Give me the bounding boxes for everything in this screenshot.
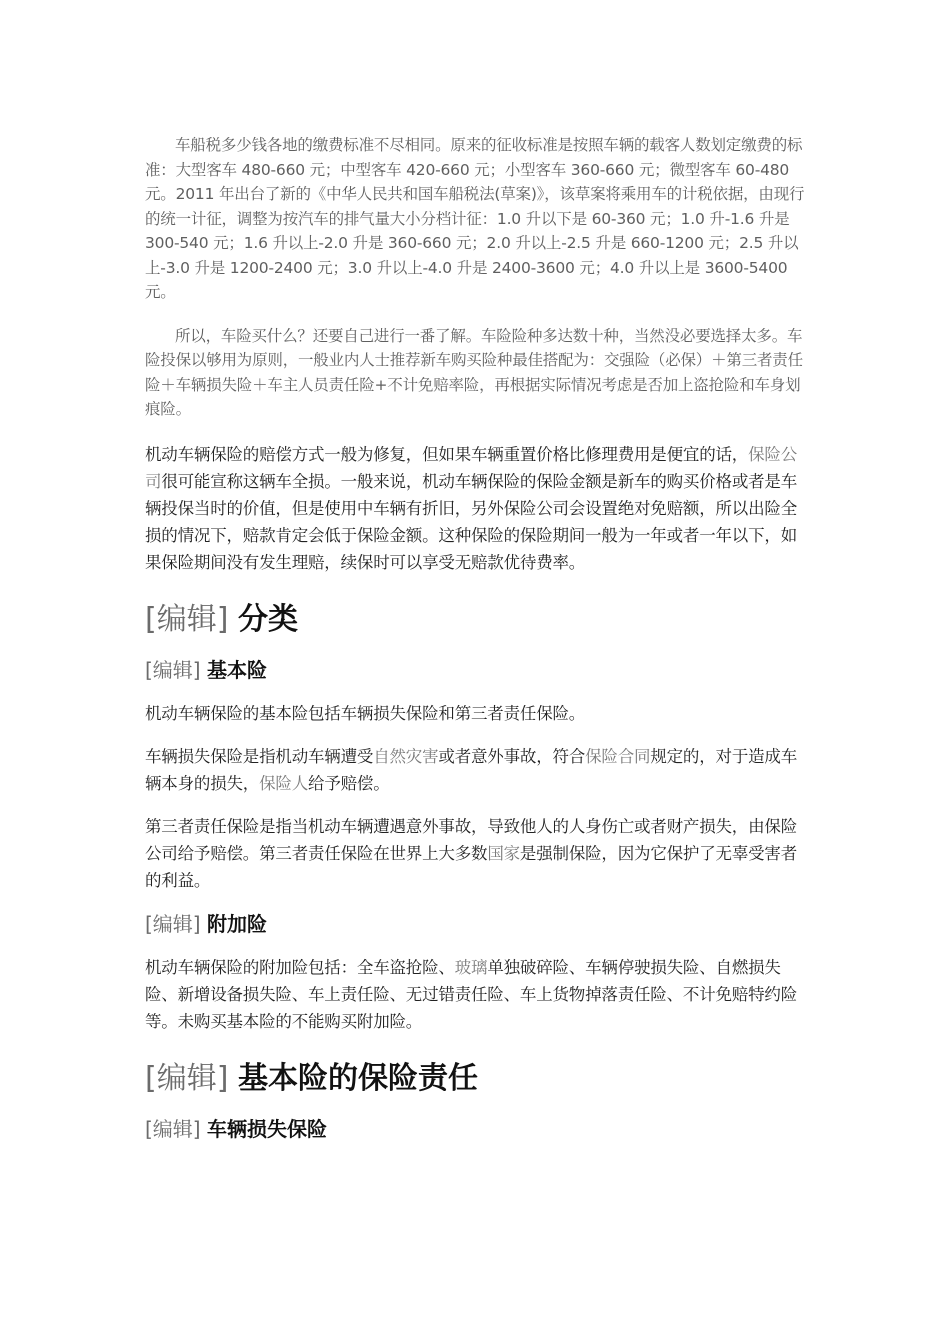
edit-link[interactable]: [编辑]: [145, 657, 201, 682]
heading-title: 车辆损失保险: [206, 1116, 327, 1141]
intro-paragraph-vehicle-tax: 车船税多少钱各地的缴费标准不尽相同。原来的征收标准是按照车辆的载客人数划定缴费的标准：大型客车 480-660 元；中型客车 420-660 元；小型客车 360-660 元；微型客车 60-480 元。2011 年出台了新的《中华人民共和国车船税法(草案)》，该草案将乘用车的计税依据，由现行的统一计征，调整为按汽车的排气量大小分档计征：1.0 升以下是 60-360 元；1.0 升-1.6 升是 300-540 元；1.6 升以上-2.0 升是 360-660 元；2.0 升以上-2.5 升是 660-1200 元；2.5 升以上-3.0 升是 1200-2400 元；3.0 升以上-4.0 升是 2400-3600 元；4.0 升以上是 3600-5400 元。: [145, 136, 805, 301]
basic-paragraph-3: 第三者责任保险是指当机动车辆遭遇意外事故，导致他人的人身伤亡或者财产损失，由保险公司给予赔偿。第三者责任保险在世界上大多数国家是强制保险，因为它保护了无辜受害者的利益。: [145, 816, 798, 890]
link-insurer[interactable]: 保险人: [259, 773, 309, 793]
edit-link[interactable]: [编辑]: [145, 1060, 229, 1096]
link-insurance-contract[interactable]: 保险合同: [585, 746, 651, 766]
heading-title: 基本险的保险责任: [237, 1060, 478, 1096]
heading-basic-liability: [145, 1059, 805, 1099]
compensation-text-1: 机动车辆保险的赔偿方式一般为修复，但如果车辆重置价格比修理费用是便宜的话，: [145, 444, 749, 464]
article-content: [145, 133, 805, 1143]
heading-basic-insurance: [145, 656, 805, 684]
intro-paragraph-insurance-choice: 所以，车险买什么？还要自己进行一番了解。车险险种多达数十种，当然没必要选择太多。车险投保以够用为原则，一般业内人士推荐新车购买险种最佳搭配为：交强险（必保）＋第三者责任险＋车辆损失险＋车主人员责任险+不计免赔率险，再根据实际情况考虑是否加上盗抢险和车身划痕险。: [145, 326, 803, 418]
heading-vehicle-loss-insurance: [145, 1115, 805, 1143]
basic-paragraph-2: 车辆损失保险是指机动车辆遭受自然灾害或者意外事故，符合保险合同规定的，对于造成车辆本身的损失，保险人给予赔偿。: [145, 746, 798, 793]
link-country[interactable]: 国家: [487, 843, 520, 863]
link-insurance-company[interactable]: 保险公司: [145, 444, 798, 491]
additional-paragraph: 机动车辆保险的附加险包括：全车盗抢险、玻璃单独破碎险、车辆停驶损失险、自燃损失险、新增设备损失险、车上责任险、无过错责任险、车上货物掉落责任险、不计免赔特约险等。未购买基本险的不能购买附加险。: [145, 957, 798, 1031]
link-natural-disaster[interactable]: 自然灾害: [373, 746, 439, 766]
heading-title: 附加险: [206, 911, 267, 936]
edit-link[interactable]: [编辑]: [145, 601, 229, 637]
compensation-text-2: 很可能宣称这辆车全损。一般来说，机动车辆保险的保险金额是新车的购买价格或者是车辆投保当时的价值，但是使用中车辆有折旧，另外保险公司会设置绝对免赔额，所以出险全损的情况下，赔款肯定会低于保险金额。这种保险的保险期间一般为一年或者一年以下，如果保险期间没有发生理赔，续保时可以享受无赔款优待费率。: [145, 471, 798, 572]
basic-paragraph-1: 机动车辆保险的基本险包括车辆损失保险和第三者责任保险。: [145, 703, 586, 723]
compensation-paragraph: [145, 441, 805, 576]
link-glass[interactable]: 玻璃: [454, 957, 488, 977]
edit-link[interactable]: [编辑]: [145, 911, 201, 936]
heading-additional-insurance: [145, 910, 805, 938]
heading-title: 基本险: [206, 657, 267, 682]
heading-title: 分类: [237, 601, 298, 637]
heading-classification: [145, 600, 805, 640]
edit-link[interactable]: [编辑]: [145, 1116, 201, 1141]
